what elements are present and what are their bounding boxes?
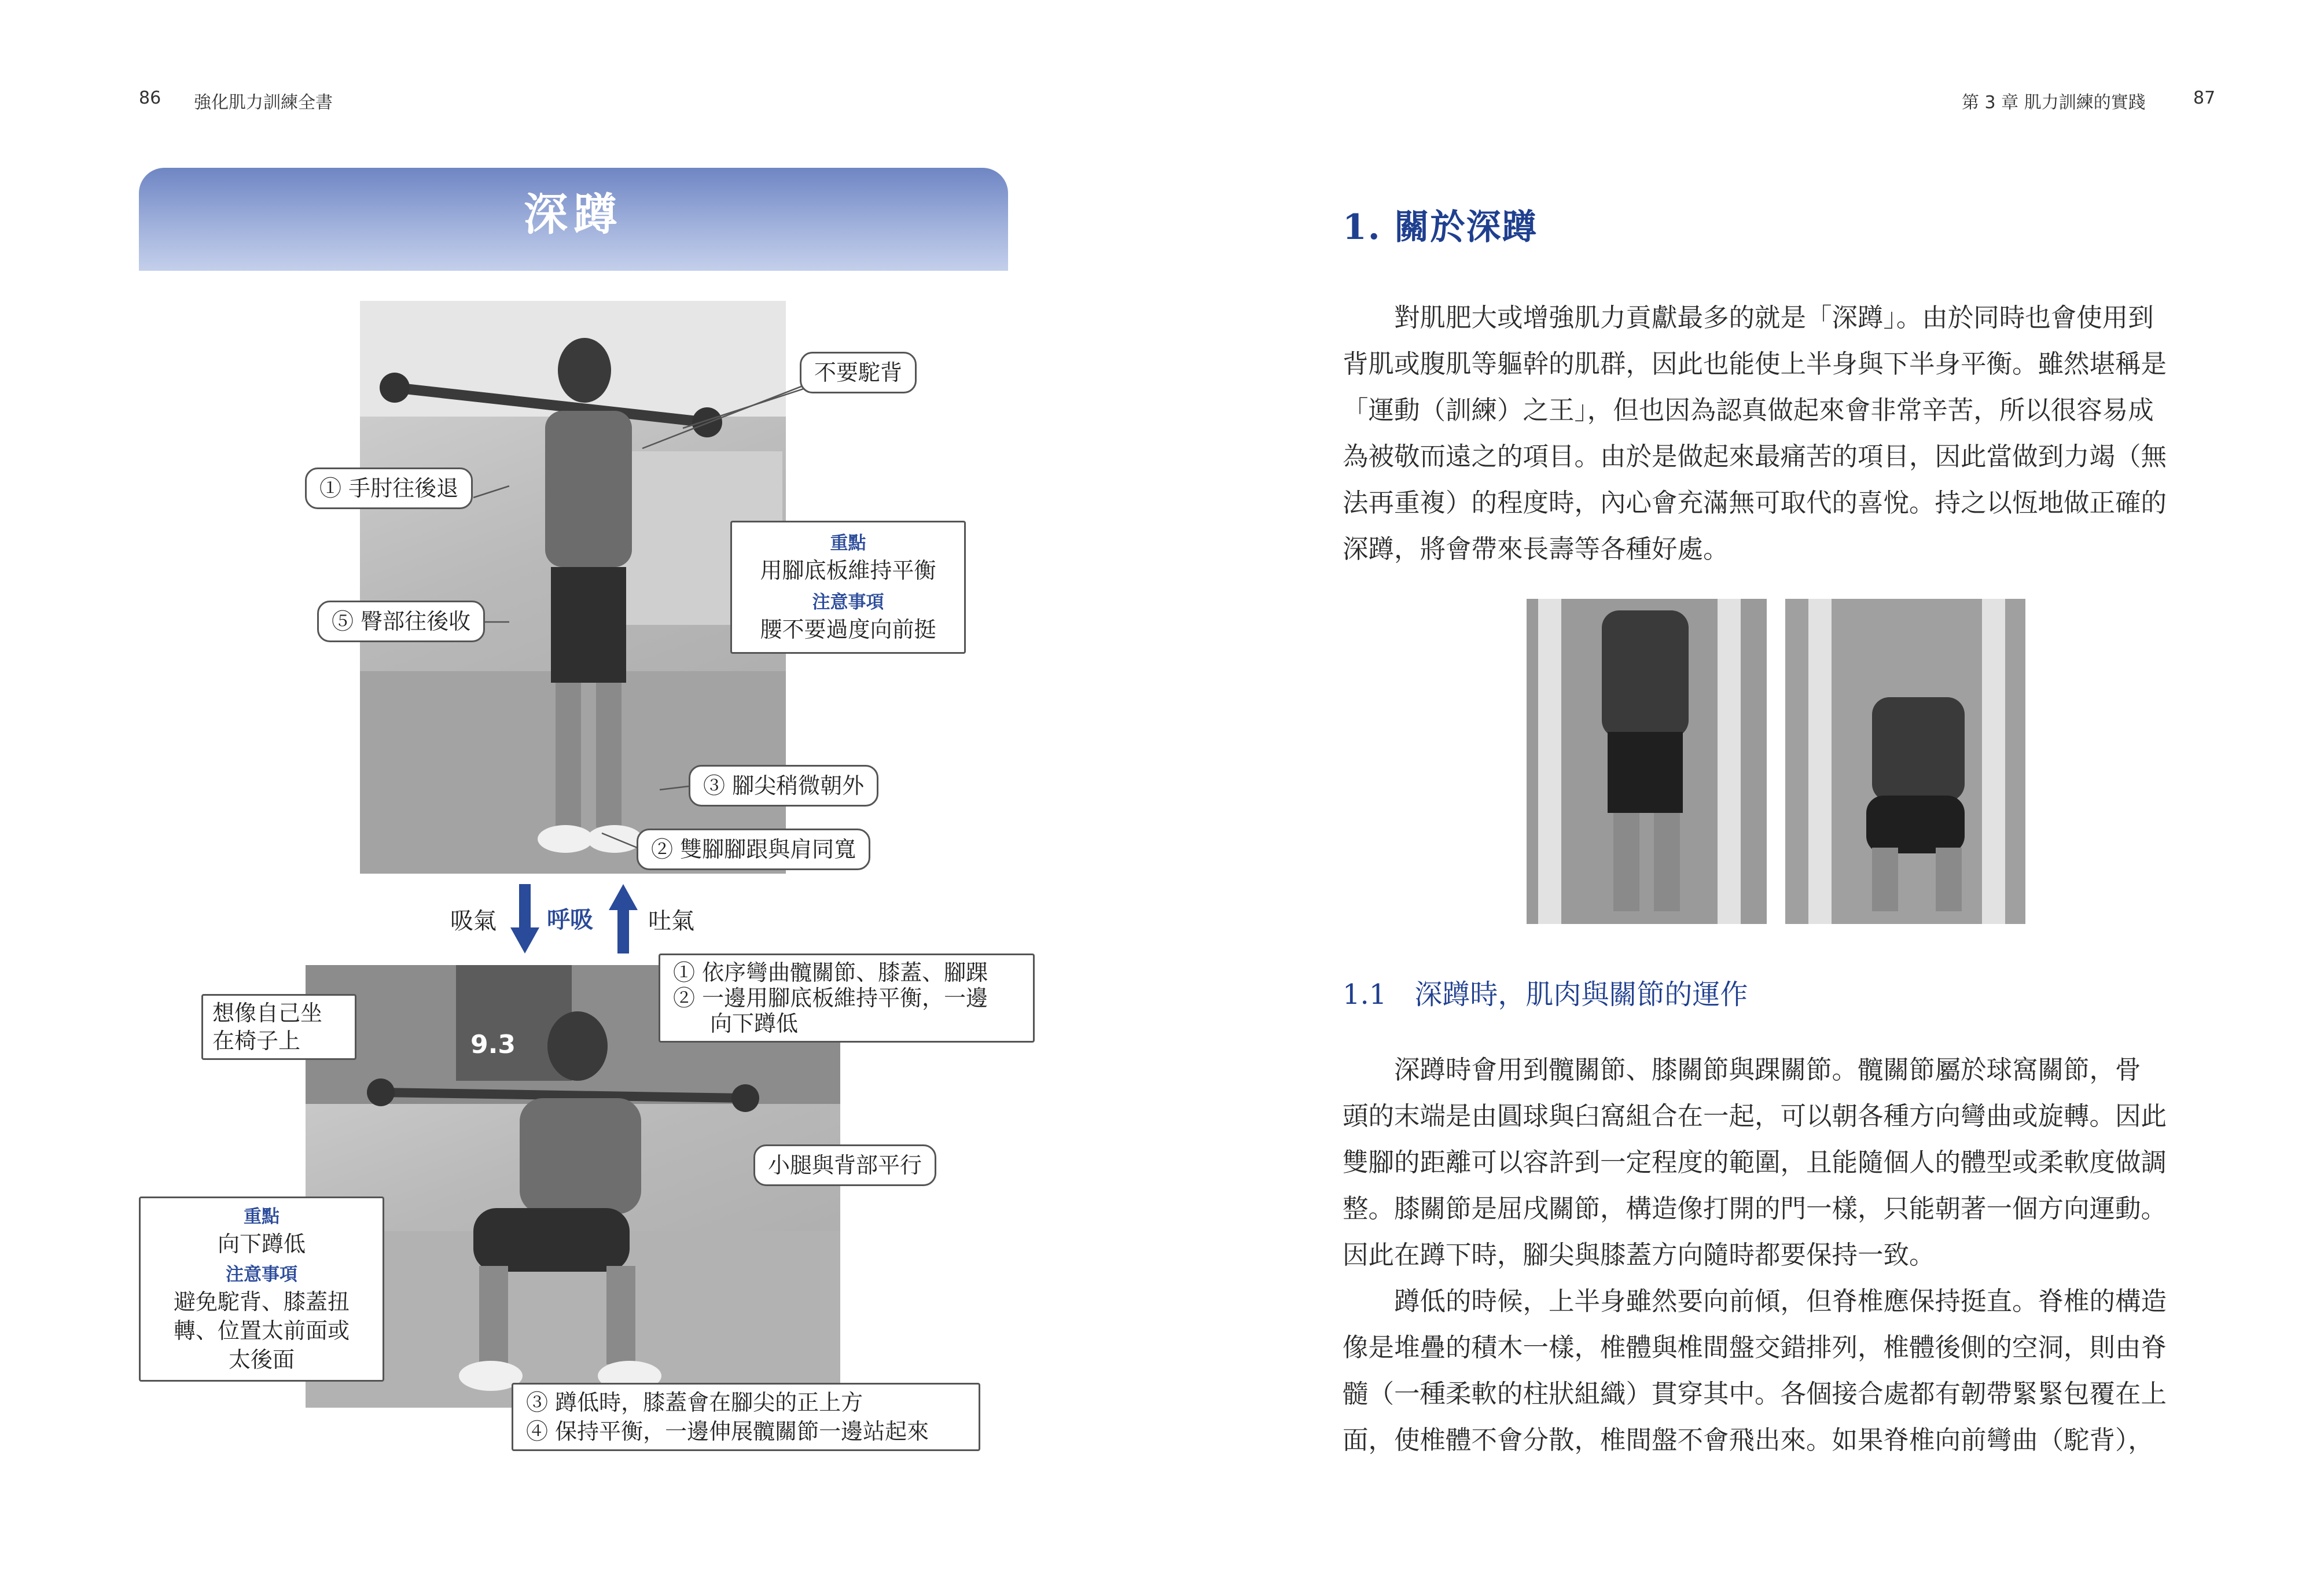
standing-focus-box — [730, 521, 966, 654]
focus-label: 重點 — [830, 533, 866, 554]
squat-focus-box — [139, 1197, 384, 1382]
page-number-left: 86 — [139, 88, 161, 108]
spine-line-1: 蹲低的時候，上半身雖然要向前傾，但脊椎應保持挺直。脊椎的構造 — [1394, 1287, 2167, 1316]
arrow-down-icon — [510, 884, 539, 953]
callout-toes-outward: ③ 腳尖稍微朝外 — [689, 765, 878, 807]
rack-squat-photo-back — [1527, 599, 1767, 924]
exhale-label: 吐氣 — [648, 908, 694, 934]
arrow-up-icon — [609, 884, 638, 953]
spine-line-4: 面，使椎體不會分散，椎間盤不會飛出來。如果脊椎向前彎曲（駝背）， — [1343, 1426, 2154, 1455]
imagine-line-2: 在椅子上 — [212, 1028, 301, 1054]
rack-squat-photo-low — [1785, 599, 2025, 924]
joints-line-2: 頭的末端是由圓球與臼窩組合在一起，可以朝各種方向彎曲或旋轉。因此 — [1343, 1102, 2167, 1131]
inhale-label: 吸氣 — [450, 908, 497, 934]
caution-label: 注意事項 — [226, 1264, 297, 1285]
book-title: 強化肌力訓練全書 — [194, 93, 333, 113]
intro-paragraph — [1343, 295, 2216, 573]
focus-label: 重點 — [244, 1206, 280, 1227]
step-2: ② 一邊用腳底板維持平衡，一邊 — [673, 985, 988, 1011]
callout-feet-width: ② 雙腳腳跟與肩同寬 — [637, 829, 870, 870]
breathing-label: 呼吸 — [547, 907, 593, 933]
callout-squat-steps — [659, 953, 1035, 1043]
callout-hip-back: ⑤ 臀部往後收 — [317, 601, 485, 642]
page-number-right: 87 — [2193, 88, 2216, 108]
intro-line-2: 背肌或腹肌等軀幹的肌群，因此也能使上半身與下半身平衡。雖然堪稱是 — [1343, 349, 2167, 379]
callout-no-hunch: 不要駝背 — [800, 352, 917, 393]
intro-line-6: 深蹲，將會帶來長壽等各種好處。 — [1343, 535, 1729, 564]
poster-text: 9.3 — [470, 1030, 516, 1059]
joints-line-4: 整。膝關節是屈戌關節，構造像打開的門一樣，只能朝著一個方向運動。 — [1343, 1194, 2167, 1224]
focus-text: 向下蹲低 — [217, 1231, 306, 1257]
joints-line-1: 深蹲時會用到髖關節、膝關節與踝關節。髖關節屬於球窩關節，骨 — [1394, 1055, 2141, 1085]
spine-line-3: 髓（一種柔軟的柱狀組織）貫穿其中。各個接合處都有韌帶緊緊包覆在上 — [1343, 1379, 2167, 1409]
intro-line-4: 為被敬而遠之的項目。由於是做起來最痛苦的項目，因此當做到力竭（無 — [1343, 442, 2167, 472]
heading-muscles-joints: 1.1 深蹲時，肌肉與關節的運作 — [1343, 978, 1748, 1011]
callout-shin-back-parallel: 小腿與背部平行 — [753, 1144, 936, 1186]
focus-text: 用腳底板維持平衡 — [760, 558, 936, 583]
caution-line-2: 轉、位置太前面或 — [173, 1318, 350, 1343]
step-1: ① 依序彎曲髖關節、膝蓋、腳踝 — [673, 960, 988, 985]
joints-line-5: 因此在蹲下時，腳尖與膝蓋方向隨時都要保持一致。 — [1343, 1240, 1935, 1270]
callout-imagine-chair — [201, 994, 356, 1060]
spine-line-2: 像是堆疊的積木一樣，椎體與椎間盤交錯排列，椎體後側的空洞，則由脊 — [1343, 1333, 2167, 1363]
caution-text: 腰不要過度向前挺 — [760, 617, 936, 642]
caution-line-1: 避免駝背、膝蓋扭 — [173, 1289, 350, 1315]
caution-label: 注意事項 — [812, 592, 884, 613]
callout-knee-position — [512, 1383, 980, 1451]
joints-line-3: 雙腳的距離可以容許到一定程度的範圍，且能隨個人的體型或柔軟度做調 — [1343, 1148, 2167, 1177]
section-title: 深蹲 — [524, 189, 623, 240]
caution-line-3: 太後面 — [228, 1347, 295, 1372]
callout-elbow-back: ① 手肘往後退 — [305, 467, 473, 509]
intro-line-5: 法再重複）的程度時，內心會充滿無可取代的喜悅。持之以恆地做正確的 — [1343, 488, 2167, 518]
chapter-header: 第 3 章 肌力訓練的實踐 — [1962, 93, 2146, 113]
intro-line-3: 「運動（訓練）之王」，但也因為認真做起來會非常辛苦，所以很容易成 — [1343, 396, 2154, 425]
step-3: ③ 蹲低時，膝蓋會在腳尖的正上方 — [526, 1390, 863, 1415]
joints-paragraph — [1343, 1047, 2216, 1464]
intro-line-1: 對肌肥大或增強肌力貢獻最多的就是「深蹲」。由於同時也會使用到 — [1394, 303, 2154, 333]
step-4: ④ 保持平衡，一邊伸展髖關節一邊站起來 — [526, 1419, 929, 1444]
heading-about-squat: 1. 關於深蹲 — [1343, 207, 1538, 248]
step-2-cont: 向下蹲低 — [710, 1011, 799, 1036]
imagine-line-1: 想像自己坐 — [212, 1000, 323, 1026]
